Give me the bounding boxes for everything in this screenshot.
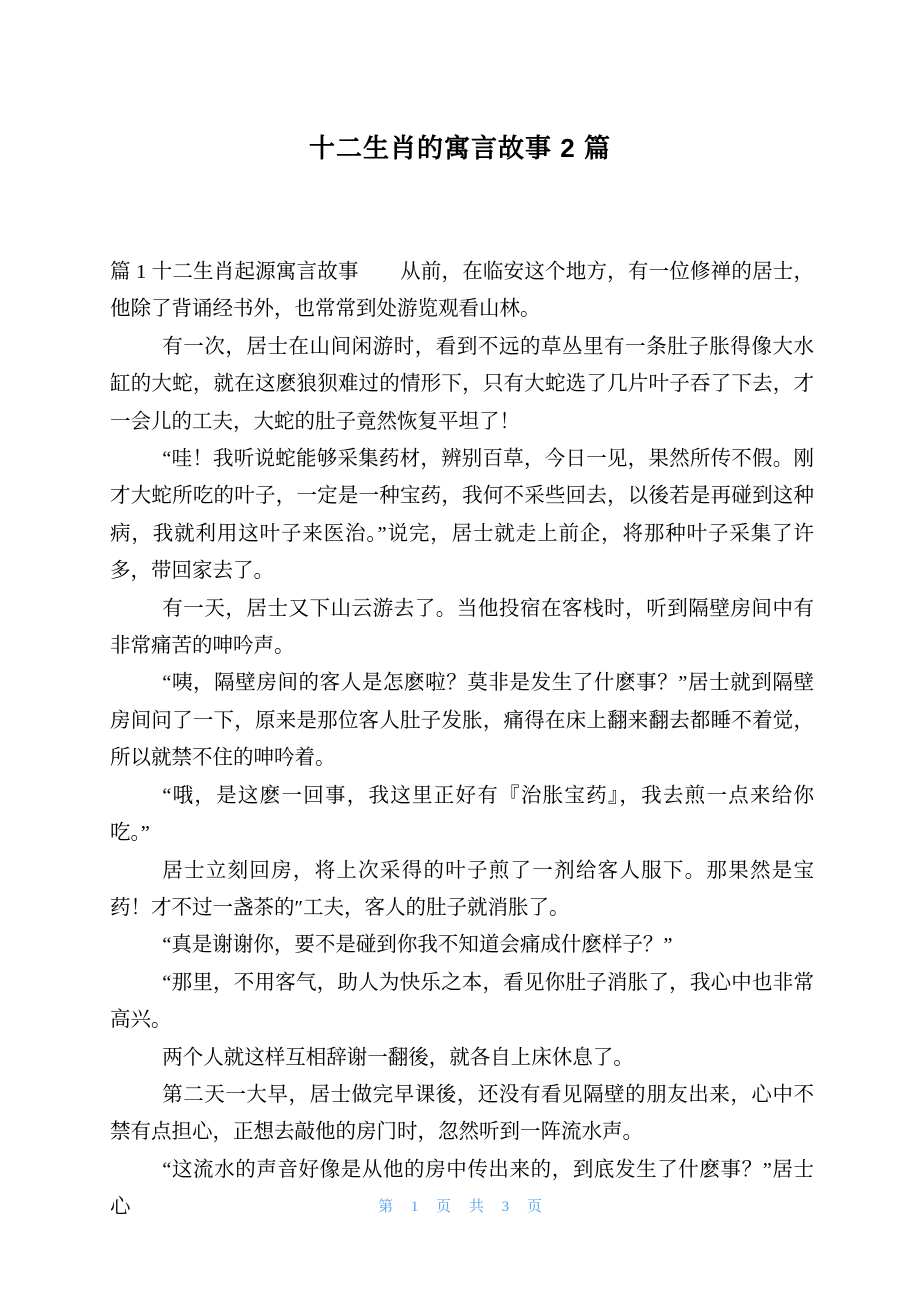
paragraph: “哦，是这麽一回事，我这里正好有『治胀宝药』，我去煎一点来给你吃。” <box>110 784 814 845</box>
paragraph: 有一次，居士在山间闲游时，看到不远的草丛里有一条肚子胀得像大水缸的大蛇，就在这麽狼狈难过的情形下，只有大蛇选了几片叶子吞了下去，才一会儿的工夫，大蛇的肚子竟然恢复平坦了！ <box>110 335 814 433</box>
paragraph: “咦，隔壁房间的客人是怎麽啦？莫非是发生了什麽事？”居士就到隔壁房间问了一下，原来是那位客人肚子发胀，痛得在床上翻来翻去都睡不着觉，所以就禁不住的呻吟着。 <box>110 672 814 770</box>
footer-label-total-prefix: 共 <box>468 1199 484 1215</box>
document-title: 十二生肖的寓言故事 2 篇 <box>309 133 611 163</box>
paragraph: 有一天，居士又下山云游去了。当他投宿在客栈时，听到隔壁房间中有非常痛苦的呻吟声。 <box>110 597 814 658</box>
footer-label-page-total: 页 <box>526 1199 542 1215</box>
current-page-number: 1 <box>410 1199 419 1215</box>
paragraph: 居士立刻回房，将上次采得的叶子煎了一剂给客人服下。那果然是宝药！才不过一盏茶的″工夫，客人的肚子就消胀了。 <box>110 859 814 919</box>
paragraph-section-heading: 篇 1 十二生肖起源寓言故事 从前，在临安这个地方，有一位修禅的居士，他除了背诵经书外，也常常到处游览观看山林。 <box>110 261 814 321</box>
document-body <box>110 254 814 1227</box>
page-footer <box>0 1196 920 1218</box>
paragraph: 两个人就这样互相辞谢一翻後，就各自上床休息了。 <box>162 1046 634 1069</box>
paragraph: “这流水的声音好像是从他的房中传出来的，到底发生了什麽事？”居士心 <box>110 1158 814 1219</box>
footer-label-page-prefix: 第 <box>378 1199 394 1215</box>
total-page-count: 3 <box>501 1199 510 1215</box>
paragraph: 第二天一大早，居士做完早课後，还没有看见隔壁的朋友出来，心中不禁有点担心，正想去敲他的房门时，忽然听到一阵流水声。 <box>110 1083 814 1144</box>
paragraph: “哇！我听说蛇能够采集药材，辨别百草，今日一见，果然所传不假。刚才大蛇所吃的叶子，一定是一种宝药，我何不采些回去，以後若是再碰到这种病，我就利用这叶子来医治。”说完，居士就走上前企，将那种叶子采集了许多，带回家去了。 <box>110 448 814 583</box>
footer-label-page: 页 <box>436 1199 452 1215</box>
paragraph: “那里，不用客气，助人为快乐之本，看见你肚子消胀了，我心中也非常高兴。 <box>110 971 814 1032</box>
paragraph: “真是谢谢你，要不是碰到你我不知道会痛成什麽样子？” <box>162 934 673 957</box>
